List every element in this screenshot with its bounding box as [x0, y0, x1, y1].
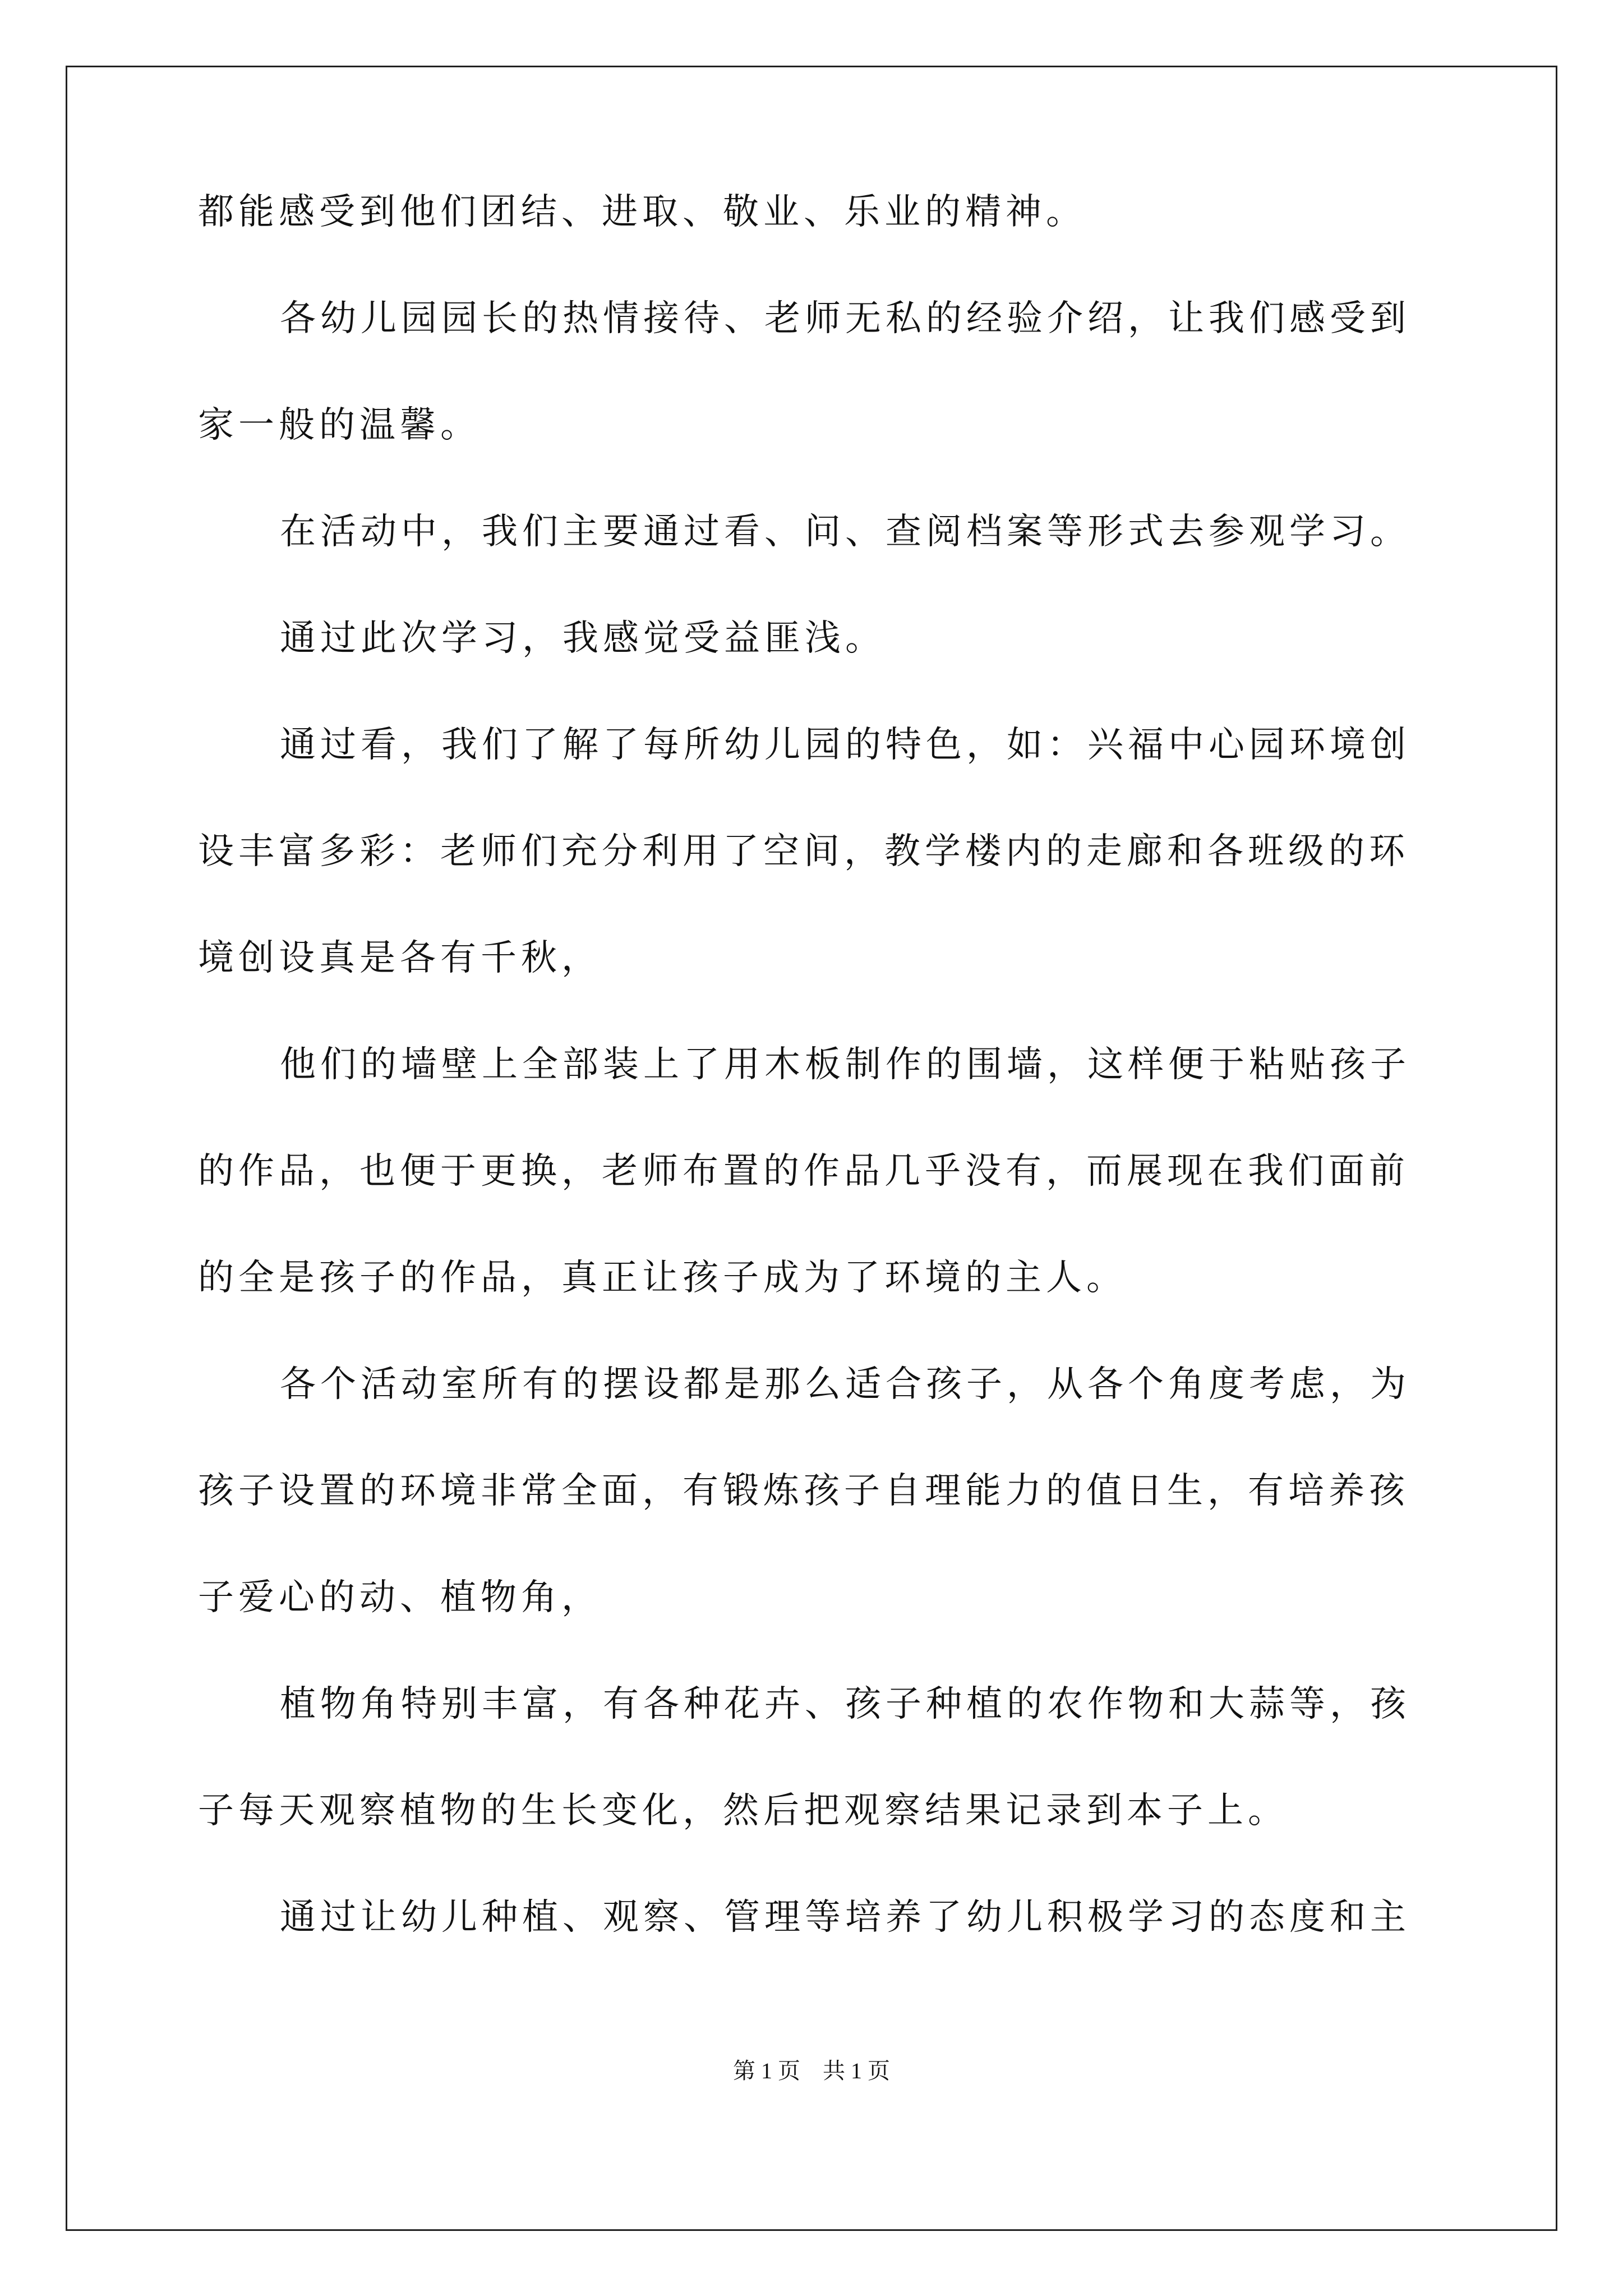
paragraph-start-line: 通过此次学习，我感觉受益匪浅。 — [280, 618, 886, 659]
text-line: 子每天观察植物的生长变化，然后把观察结果记录到本子上。 — [198, 1790, 1288, 1832]
text-line: 设丰富多彩：老师们充分利用了空间，教学楼内的走廊和各班级的环 — [198, 831, 1409, 872]
text-line: 都能感受到他们团结、进取、敬业、乐业的精神。 — [198, 191, 1086, 233]
page-number-footer: 第 1 页 共 1 页 — [733, 2058, 890, 2083]
text-line: 的作品，也便于更换，老师布置的作品几乎没有，而展现在我们面前 — [198, 1151, 1409, 1192]
paragraph-start-line: 各个活动室所有的摆设都是那么适合孩子，从各个角度考虑，为 — [280, 1364, 1410, 1405]
paragraph-start-line: 通过看，我们了解了每所幼儿园的特色，如：兴福中心园环境创 — [280, 724, 1410, 766]
paragraph-start-line: 各幼儿园园长的热情接待、老师无私的经验介绍，让我们感受到 — [280, 298, 1410, 339]
text-line: 的全是孩子的作品，真正让孩子成为了环境的主人。 — [198, 1257, 1127, 1299]
paragraph-start-line: 在活动中，我们主要通过看、问、查阅档案等形式去参观学习。 — [280, 511, 1410, 553]
text-line: 孩子设置的环境非常全面，有锻炼孩子自理能力的值日生，有培养孩 — [198, 1470, 1409, 1512]
paragraph-start-line: 植物角特别丰富，有各种花卉、孩子种植的农作物和大蒜等，孩 — [280, 1683, 1410, 1725]
text-line: 子爱心的动、植物角， — [198, 1577, 602, 1618]
text-line: 境创设真是各有千秋， — [198, 937, 602, 979]
paragraph-start-line: 通过让幼儿种植、观察、管理等培养了幼儿积极学习的态度和主 — [280, 1897, 1410, 1938]
paragraph-start-line: 他们的墙壁上全部装上了用木板制作的围墙，这样便于粘贴孩子 — [280, 1044, 1410, 1085]
text-line: 家一般的温馨。 — [198, 404, 481, 446]
